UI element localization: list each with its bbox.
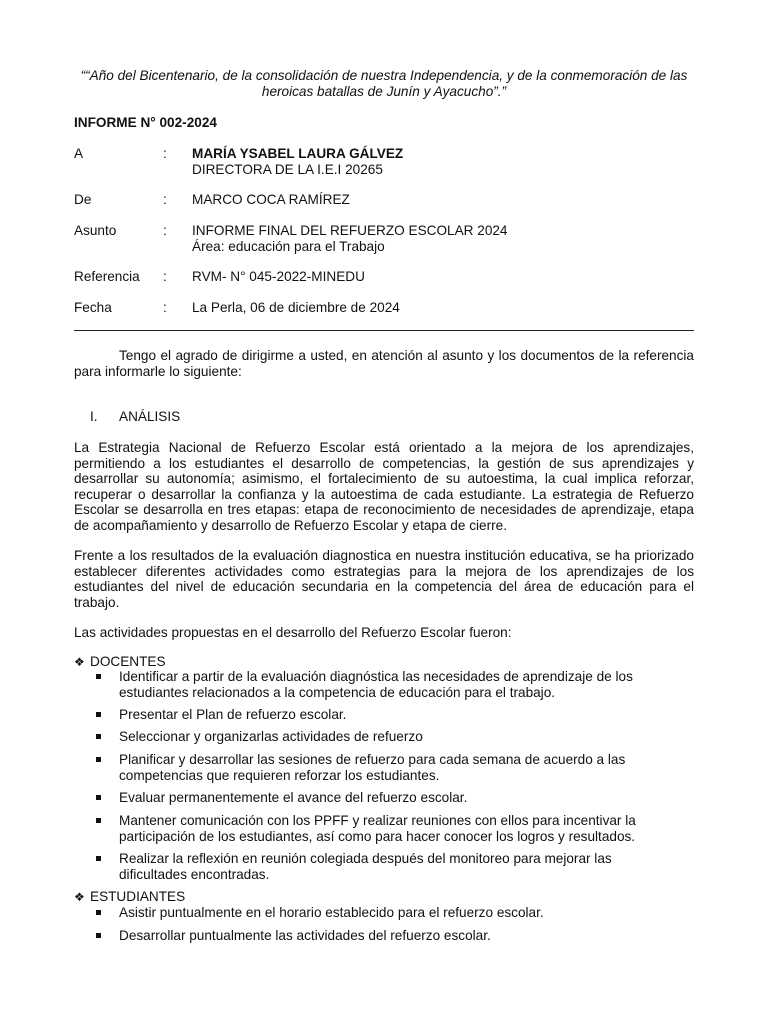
sender-name: MARCO COCA RAMÍREZ <box>192 192 350 207</box>
group-label: ESTUDIANTES <box>90 889 186 904</box>
square-bullet-icon <box>96 734 101 739</box>
diamond-cluster-icon: ❖ <box>74 655 85 669</box>
header-label: Referencia <box>74 269 140 284</box>
activities-intro: Las actividades propuestas en el desarrollo del Refuerzo Escolar fueron: <box>74 625 512 640</box>
square-bullet-icon <box>96 910 101 915</box>
group-label: DOCENTES <box>90 654 166 669</box>
square-bullet-icon <box>96 818 101 823</box>
list-item-text: Realizar la reflexión en reunión colegiada después del monitoreo para mejorar las dificultades encontradas. <box>119 851 612 882</box>
header-divider <box>74 330 694 331</box>
square-bullet-icon <box>96 674 101 679</box>
header-label: A <box>74 146 84 161</box>
square-bullet-icon <box>96 757 101 762</box>
list-item-text: Desarrollar puntualmente las actividades del refuerzo escolar. <box>119 928 491 943</box>
list-item-text: Evaluar permanentemente el avance del refuerzo escolar. <box>119 790 468 805</box>
header-colon: : <box>163 269 167 284</box>
section-number: I. <box>90 409 98 424</box>
square-bullet-icon <box>96 795 101 800</box>
list-item-text: Identificar a partir de la evaluación diagnóstica las necesidades de aprendizaje de los estudiantes relacionados a la competencia de educación para el trabajo. <box>119 669 633 700</box>
group-heading-estudiantes <box>74 889 185 906</box>
recipient-name: MARÍA YSABEL LAURA GÁLVEZ <box>192 146 404 161</box>
header-colon: : <box>163 223 167 238</box>
square-bullet-icon <box>96 933 101 938</box>
header-colon: : <box>163 146 167 161</box>
header-value <box>192 223 692 254</box>
section-heading <box>90 409 180 425</box>
date-text: La Perla, 06 de diciembre de 2024 <box>192 300 400 315</box>
square-bullet-icon <box>96 712 101 717</box>
header-colon: : <box>163 192 167 207</box>
header-colon: : <box>163 300 167 315</box>
header-value <box>192 146 692 177</box>
subject-text: INFORME FINAL DEL REFUERZO ESCOLAR 2024 <box>192 223 508 238</box>
section-title: ANÁLISIS <box>119 409 181 424</box>
analysis-paragraph: La Estrategia Nacional de Refuerzo Escolar está orientado a la mejora de los aprendizajes, permitiendo a los estudiantes el desarrollo de competencias, la gestión de sus aprendizajes y desarrollar su autonomía; asimismo, el fortalecimiento de su autoestima, la cual implica reforzar, recuperar o desarrollar la confianza y la autoestima de cada estudiante. La estrategia de Refuerzo Escolar se desarrolla en tres etapas: etapa de reconocimiento de necesidades de aprendizaje, etapa de acompañamiento y desarrollo de Refuerzo Escolar y etapa de cierre. <box>74 440 694 533</box>
diamond-cluster-icon: ❖ <box>74 890 85 904</box>
year-motto: ““Año del Bicentenario, de la consolidación de nuestra Independencia, y de la conmemoración de las heroicas batallas de Junín y Ayacucho”.” <box>80 68 688 99</box>
reference-text: RVM- N° 045-2022-MINEDU <box>192 269 365 284</box>
header-label: Fecha <box>74 300 112 315</box>
recipient-position: DIRECTORA DE LA I.E.I 20265 <box>192 161 383 177</box>
subject-area: Área: educación para el Trabajo <box>192 238 385 254</box>
list-item-text: Mantener comunicación con los PPFF y realizar reuniones con ellos para incentivar la participación de los estudiantes, así como para hacer conocer los logros y resultados. <box>119 813 636 844</box>
list-item-text: Seleccionar y organizarlas actividades de refuerzo <box>119 729 423 744</box>
header-label: De <box>74 192 92 207</box>
report-title: INFORME N° 002-2024 <box>74 115 217 130</box>
list-item-text: Asistir puntualmente en el horario establecido para el refuerzo escolar. <box>119 905 544 920</box>
intro-paragraph: Tengo el agrado de dirigirme a usted, en atención al asunto y los documentos de la referencia para informarle lo siguiente: <box>74 348 694 379</box>
list-item-text: Presentar el Plan de refuerzo escolar. <box>119 707 347 722</box>
square-bullet-icon <box>96 856 101 861</box>
list-item-text: Planificar y desarrollar las sesiones de refuerzo para cada semana de acuerdo a las competencias que requieren reforzar los estudiantes. <box>119 752 626 783</box>
header-label: Asunto <box>74 223 117 238</box>
analysis-paragraph: Frente a los resultados de la evaluación diagnostica en nuestra institución educativa, se ha priorizado establecer diferentes actividades como estrategias para la mejora de los aprendizajes de los estudiantes del nivel de educación secundaria en la competencia del área de educación para el trabajo. <box>74 548 694 610</box>
